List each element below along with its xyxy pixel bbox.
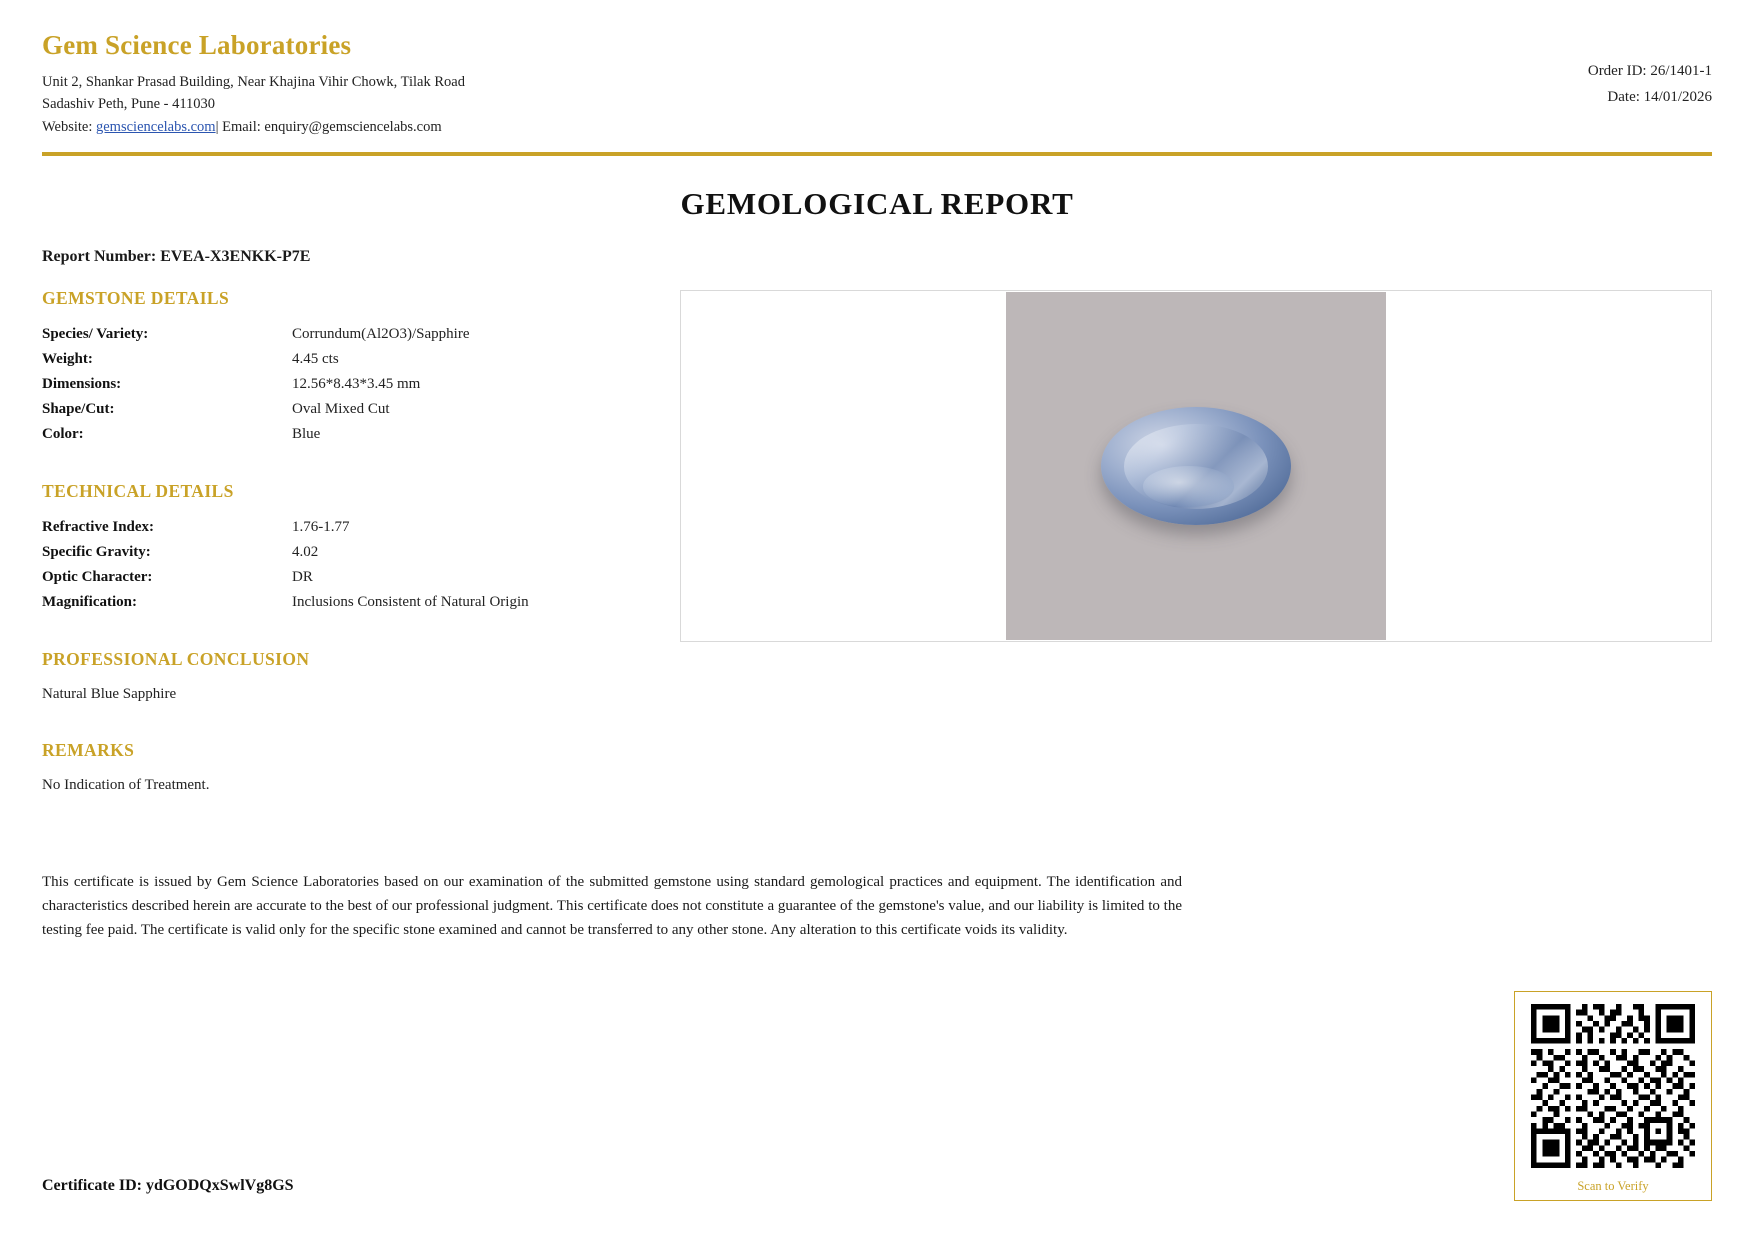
technical-details-table	[42, 515, 662, 615]
row-key: Shape/Cut:	[42, 401, 115, 418]
table-row	[42, 347, 662, 372]
row-key: Refractive Index:	[42, 519, 155, 536]
row-key: Species/ Variety:	[42, 326, 149, 343]
disclaimer-text: This certificate is issued by Gem Science Laboratories based on our examination of the submitted gemstone using standard gemological practices and equipment. The identification and characteristics described herein are accurate to the best of our professional judgment. This certificate does not constitute a guarantee of the gemstone's value, and our liability is limited to the testing fee paid. The certificate is valid only for the specific stone examined and cannot be transferred to any other stone. Any alteration to this certificate voids its validity.	[42, 874, 1182, 939]
remarks-text: No Indication of Treatment.	[42, 776, 210, 793]
body-columns	[42, 288, 1712, 796]
remarks-heading: REMARKS	[42, 739, 135, 760]
gemstone-details-table	[42, 322, 662, 447]
row-value: Oval Mixed Cut	[292, 401, 390, 418]
conclusion-heading: PROFESSIONAL CONCLUSION	[42, 649, 310, 670]
row-value: Corrundum(Al2O3)/Sapphire	[292, 326, 470, 343]
row-key: Dimensions:	[42, 376, 122, 393]
row-value: DR	[292, 569, 313, 586]
row-value: Blue	[292, 426, 321, 443]
section-spacer	[42, 447, 662, 481]
gemstone-details-heading: GEMSTONE DETAILS	[42, 288, 230, 309]
qr-caption: Scan to Verify	[1577, 1179, 1649, 1193]
section-spacer	[42, 615, 662, 649]
row-key: Weight:	[42, 351, 93, 368]
row-value: Inclusions Consistent of Natural Origin	[292, 594, 529, 611]
details-column	[42, 288, 662, 796]
table-row	[42, 322, 662, 347]
row-key: Color:	[42, 426, 84, 443]
technical-details-heading: TECHNICAL DETAILS	[42, 481, 234, 502]
table-row	[42, 515, 662, 540]
table-row	[42, 422, 662, 447]
table-row	[42, 565, 662, 590]
table-row	[42, 372, 662, 397]
gem-photo	[1006, 292, 1386, 640]
table-row	[42, 590, 662, 615]
conclusion-text: Natural Blue Sapphire	[42, 686, 177, 703]
address-line-1: Unit 2, Shankar Prasad Building, Near Khajina Vihir Chowk, Tilak Road	[42, 74, 465, 90]
gem-image-column	[662, 288, 1712, 642]
header-left	[42, 30, 465, 138]
page-title: GEMOLOGICAL REPORT	[680, 186, 1074, 222]
certificate-id: Certificate ID: ydGODQxSwlVg8GS	[42, 1177, 294, 1194]
address-line-2: Sadashiv Peth, Pune - 411030	[42, 96, 216, 113]
row-value: 12.56*8.43*3.45 mm	[292, 376, 421, 393]
table-row	[42, 540, 662, 565]
email-text: | Email: enquiry@gemsciencelabs.com	[215, 118, 442, 135]
row-value: 1.76-1.77	[292, 519, 350, 536]
website-label: Website:	[42, 118, 96, 135]
qr-code-icon	[1528, 1004, 1698, 1168]
row-key: Specific Gravity:	[42, 544, 151, 561]
document-header	[42, 30, 1712, 138]
report-number: Report Number: EVEA-X3ENKK-P7E	[42, 248, 311, 266]
table-row	[42, 397, 662, 422]
row-key: Optic Character:	[42, 569, 153, 586]
row-value: 4.45 cts	[292, 351, 339, 368]
row-value: 4.02	[292, 544, 319, 561]
qr-verification-box[interactable]	[1514, 991, 1712, 1201]
contact-line	[42, 116, 465, 138]
sapphire-gemstone-image	[1101, 407, 1291, 525]
row-key: Magnification:	[42, 594, 137, 611]
header-right	[1588, 30, 1712, 111]
section-spacer	[42, 706, 662, 740]
lab-name: Gem Science Laboratories	[42, 30, 352, 60]
gem-photo-frame	[680, 290, 1712, 642]
website-link[interactable]: gemsciencelabs.com	[96, 118, 216, 135]
report-date: Date: 14/01/2026	[1607, 89, 1712, 106]
header-divider	[42, 152, 1712, 156]
order-id: Order ID: 26/1401-1	[1587, 63, 1712, 79]
